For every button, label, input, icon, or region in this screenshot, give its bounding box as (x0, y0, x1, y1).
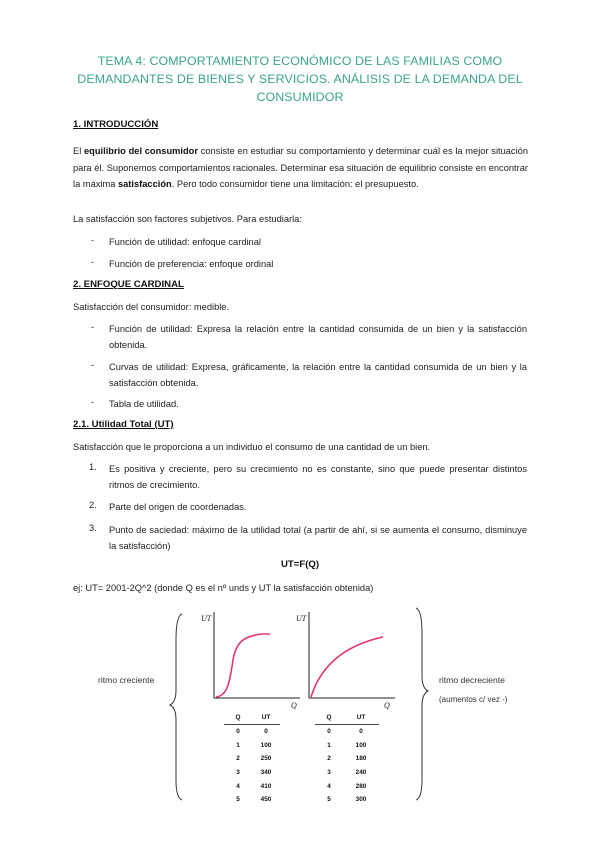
table-cell: 180 (355, 755, 367, 763)
table-cell: 4 (236, 782, 240, 790)
bullet-item: Función de preferencia: enfoque ordinal (109, 259, 274, 269)
table-cell: 300 (355, 796, 367, 804)
list-number: 2. (89, 500, 97, 510)
table-row (224, 766, 280, 780)
table-cell: 340 (260, 769, 272, 777)
table-row (315, 779, 379, 793)
heading-utilidad-total: 2.1. Utilidad Total (UT) (73, 419, 174, 430)
table-cell: 5 (236, 796, 240, 804)
bullet-marker: - (91, 360, 95, 370)
left-brace (170, 614, 182, 800)
table-row (315, 725, 379, 739)
label-ritmo-decreciente: ritmo decreciente (439, 675, 505, 685)
table-header: Q (315, 710, 343, 725)
table-cell: 0 (236, 728, 240, 736)
table-row (224, 725, 280, 739)
chart1-curve (216, 634, 270, 697)
table-header: UT (343, 710, 379, 725)
heading-enfoque-cardinal: 2. ENFOQUE CARDINAL (73, 279, 184, 290)
numbered-item: Parte del origen de coordenadas. (109, 502, 247, 512)
table-cell: 100 (260, 741, 272, 749)
chart1-x-label: Q (291, 701, 297, 710)
table-cell: 1 (327, 741, 331, 749)
bullet-item: Curvas de utilidad: Expresa, gráficamente, la relación entre la cantidad consumida de un bien y la satisfacción obtenida. (109, 362, 527, 388)
table-cell: 2 (236, 755, 240, 763)
bullet-item: Tabla de utilidad. (109, 399, 179, 409)
bold-term: satisfacción (117, 179, 172, 189)
label-ritmo-creciente: ritmo creciente (98, 675, 155, 685)
chart2-y-label: UT (296, 614, 307, 623)
right-brace (416, 608, 428, 800)
bullet-marker: - (91, 397, 95, 407)
table-cell: 4 (327, 782, 331, 790)
bold-term: equilibrio del consumidor (84, 146, 198, 156)
text-run: consiste en estudiar su comportamiento y determinar cuál es la mejor situación para él. Suponemos comportamientos racionales. Determinar esa situación de equilibrio consiste en encontrar la máxima (73, 146, 528, 189)
list-number: 1. (89, 462, 97, 472)
table-cell: 240 (355, 769, 367, 777)
bullet-marker: - (91, 235, 95, 245)
numbered-item: Es positiva y creciente, pero su crecimiento no es constante, sino que puede presentar distintos ritmos de crecimiento. (109, 464, 527, 490)
table-row (224, 739, 280, 753)
table-row (224, 752, 280, 766)
table-cell: 5 (327, 796, 331, 804)
text-run: . Pero todo consumidor tiene una limitación: el presupuesto. (171, 179, 419, 189)
title-line-2: DEMANDANTES DE BIENES Y SERVICIOS. ANÁLISIS DE LA DEMANDA DEL (77, 72, 523, 86)
table-row (224, 779, 280, 793)
numbered-item: Punto de saciedad: máximo de la utilidad total (a partir de ahí, si se aumenta el consumo, disminuye la satisfacción) (109, 525, 527, 551)
text-run: El (73, 146, 85, 156)
example-text: ej: UT= 2001-2Q^2 (donde Q es el nº unds y UT la satisfacción obtenida) (73, 583, 374, 593)
table-cell: 0 (327, 728, 331, 736)
table-cell: 0 (264, 728, 268, 736)
table-cell: 3 (236, 769, 240, 777)
table-cell: 450 (260, 796, 272, 804)
chart2-curve (311, 637, 383, 697)
table-cell: 2 (327, 755, 331, 763)
paragraph-satisfaccion: La satisfacción son factores subjetivos. Para estudiarla: (73, 214, 302, 224)
chart1-y-label: UT (201, 614, 212, 623)
bullet-item: Función de utilidad: enfoque cardinal (109, 237, 261, 247)
table-cell: 1 (236, 741, 240, 749)
table-cell: 410 (260, 782, 272, 790)
table-header: Q (224, 710, 252, 725)
table-row (315, 739, 379, 753)
title-line-1: TEMA 4: COMPORTAMIENTO ECONÓMICO DE LAS FAMILIAS COMO (97, 54, 503, 68)
list-number: 3. (89, 523, 97, 533)
table-row (315, 793, 379, 807)
table-row (315, 766, 379, 780)
bullet-item: Función de utilidad: Expresa la relación entre la cantidad consumida de un bien y la satisfacción obtenida. (109, 324, 527, 350)
table-row (224, 793, 280, 807)
bullet-marker: - (91, 322, 95, 332)
table-cell: 250 (260, 755, 272, 763)
title-line-3: CONSUMIDOR (256, 90, 344, 104)
paragraph-medible: Satisfacción del consumidor: medible. (73, 302, 230, 312)
label-aumentos: (aumentos c/ vez -) (439, 695, 508, 704)
table-cell: 3 (327, 769, 331, 777)
chart2-x-label: Q (384, 701, 390, 710)
heading-introduccion: 1. INTRODUCCIÓN (73, 119, 159, 130)
table-cell: 280 (355, 782, 367, 790)
utility-table-1 (224, 710, 280, 807)
paragraph-ut-definition: Satisfacción que le proporciona a un individuo el consumo de una cantidad de un bien. (73, 442, 431, 452)
table-header: UT (252, 710, 280, 725)
bullet-marker: - (91, 257, 95, 267)
utility-table-2 (315, 710, 379, 807)
formula: UT=F(Q) (280, 559, 320, 570)
table-cell: 0 (359, 728, 363, 736)
table-row (315, 752, 379, 766)
table-cell: 100 (355, 741, 367, 749)
